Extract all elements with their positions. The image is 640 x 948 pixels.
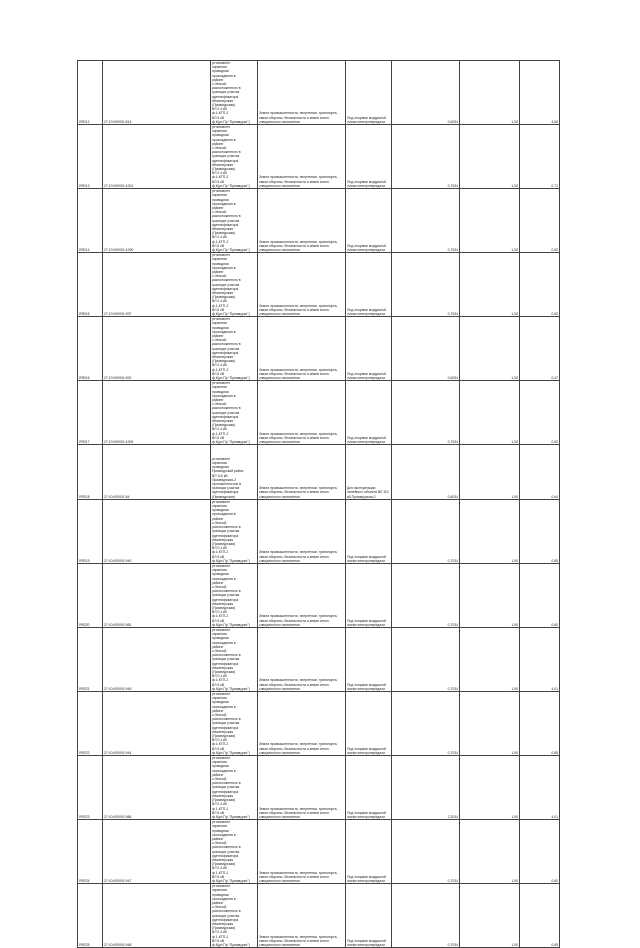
row-id-cell: ЯЯ220 (78, 563, 103, 627)
permitted-use-cell: Под опорами воздушной линии электропередачи (346, 756, 392, 820)
permitted-use-cell: Для эксплуатации линейного объекта ВЛ 110 кВ Приамурская-2 (346, 445, 392, 500)
cadastral-number-cell: 27:10:000001:940 (103, 499, 211, 563)
land-category-cell: Земли промышленности, энергетики, транспорта, связи обороны, безопасности и земли иного специального назначения (258, 445, 346, 500)
cadastral-number-cell: 27:10:000001:947 (103, 820, 211, 884)
value-1-cell: 0,7034 (392, 253, 460, 317)
cadastral-number-cell: 27:10:000001:1001 (103, 125, 211, 189)
value-2-cell: 1,00 (460, 445, 520, 500)
table-row (78, 627, 560, 691)
value-2-cell: 1,00 (460, 884, 520, 948)
cadastral-number-cell: 27:10:000001:986 (103, 756, 211, 820)
row-id-cell: ЯЯ218 (78, 445, 103, 500)
table-row (78, 125, 560, 189)
value-3-cell: 0,60 (520, 381, 560, 445)
value-1-cell: 0,6034 (392, 445, 460, 500)
cadastral-number-cell: 27:10:000001:945 (103, 627, 211, 691)
value-2-cell: 1,00 (460, 627, 520, 691)
table-row (78, 445, 560, 500)
row-id-cell: ЯЯ219 (78, 499, 103, 563)
value-3-cell: 0,71 (520, 125, 560, 189)
object-description-cell: установлен охранная проводная прохождения в районе с.Лесной, расположенного в границах участка идентификатора Инженерская (Приамурская) ВЛ 0.4 кВ ф.1-КТП-2 ВЛ 6 кВ ф.6(ул.Пр."Приамурье") (211, 381, 258, 445)
cadastral-number-cell: 27:10:000001:814 (103, 61, 211, 125)
value-3-cell: 0,60 (520, 563, 560, 627)
value-3-cell: 0,47 (520, 317, 560, 381)
row-id-cell: ЯЯ215 (78, 253, 103, 317)
land-category-cell: Земли промышленности, энергетики, транспорта, связи обороны, безопасности и земли иного специального назначения (258, 61, 346, 125)
value-1-cell: 0,7034 (392, 563, 460, 627)
value-2-cell: 1,00 (460, 756, 520, 820)
land-category-cell: Земли промышленности, энергетики, транспорта, связи обороны, безопасности и земли иного специального назначения (258, 317, 346, 381)
permitted-use-cell: Под опорами воздушной линии электропередачи (346, 627, 392, 691)
object-description-cell: установлен охранная проводная прохождения в районе с.Лесной, расположенного в границах участка идентификатора Инженерская (Приамурская) ВЛ 0.4 кВ ф.1-КТП-2 ВЛ 6 кВ ф.6(ул.Пр."Приамурье") (211, 499, 258, 563)
object-description-cell: установлен охранная проводная прохождения в районе с.Лесной, расположенного в границах участка идентификатора Инженерская (Приамурская) ВЛ 0.4 кВ ф.1-КТП-2 ВЛ 6 кВ ф.6(ул.Пр."Приамурье") (211, 692, 258, 756)
object-description-cell: установлен охранная проводная прохождения в районе с.Лесной, расположенного в границах участка идентификатора Инженерская (Приамурская) ВЛ 0.4 кВ ф.1-КТП-2 ВЛ 6 кВ ф.6(ул.Пр."Приамурье") (211, 317, 258, 381)
land-category-cell: Земли промышленности, энергетики, транспорта, связи обороны, безопасности и земли иного специального назначения (258, 627, 346, 691)
table-row (78, 563, 560, 627)
row-id-cell: ЯЯ212 (78, 61, 103, 125)
table-row (78, 692, 560, 756)
land-category-cell: Земли промышленности, энергетики, транспорта, связи обороны, безопасности и земли иного специального назначения (258, 189, 346, 253)
row-id-cell: ЯЯ223 (78, 756, 103, 820)
value-1-cell: 0,7034 (392, 884, 460, 948)
value-1-cell: 0,7034 (392, 381, 460, 445)
land-parcel-table (77, 60, 560, 948)
table-row (78, 499, 560, 563)
value-3-cell: 0,60 (520, 820, 560, 884)
object-description-cell: установлен охранная проводная прохождения в районе с.Лесной, расположенного в границах участка идентификатора Инженерская (Приамурская) ВЛ 0.4 кВ ф.1-КТП-2 ВЛ 6 кВ ф.6(ул.Пр."Приамурье") (211, 61, 258, 125)
land-category-cell: Земли промышленности, энергетики, транспорта, связи обороны, безопасности и земли иного специального назначения (258, 381, 346, 445)
row-id-cell: ЯЯ214 (78, 189, 103, 253)
row-id-cell: ЯЯ213 (78, 125, 103, 189)
land-category-cell: Земли промышленности, энергетики, транспорта, связи обороны, безопасности и земли иного специального назначения (258, 756, 346, 820)
cadastral-number-cell: 27:10:000001:84 (103, 445, 211, 500)
land-category-cell: Земли промышленности, энергетики, транспорта, связи обороны, безопасности и земли иного специального назначения (258, 692, 346, 756)
permitted-use-cell: Под опорами воздушной линии электропередачи (346, 884, 392, 948)
value-2-cell: 1,00 (460, 563, 520, 627)
cadastral-number-cell: 27:10:000001:944 (103, 692, 211, 756)
value-1-cell: 0,7034 (392, 820, 460, 884)
value-3-cell: 4,01 (520, 756, 560, 820)
value-2-cell: 1,00 (460, 61, 520, 125)
value-2-cell: 1,00 (460, 189, 520, 253)
value-3-cell: 0,60 (520, 189, 560, 253)
value-2-cell: 1,00 (460, 253, 520, 317)
table-row (78, 884, 560, 948)
value-2-cell: 1,00 (460, 317, 520, 381)
cadastral-number-cell: 27:10:000001:997 (103, 253, 211, 317)
value-1-cell: 0,7034 (392, 499, 460, 563)
table-row (78, 820, 560, 884)
permitted-use-cell: Под опорами воздушной линии электропередачи (346, 563, 392, 627)
value-1-cell: 0,7034 (392, 125, 460, 189)
cadastral-number-cell: 27:10:000001:500 (103, 317, 211, 381)
row-id-cell: ЯЯ217 (78, 381, 103, 445)
value-1-cell: 0,7034 (392, 189, 460, 253)
row-id-cell: ЯЯ221 (78, 627, 103, 691)
value-3-cell: 0,65 (520, 884, 560, 948)
permitted-use-cell: Под опорами воздушной линии электропередачи (346, 125, 392, 189)
value-3-cell: 0,60 (520, 253, 560, 317)
value-1-cell: 2,2034 (392, 756, 460, 820)
table-row (78, 61, 560, 125)
value-1-cell: 0,6034 (392, 61, 460, 125)
value-3-cell: 4,01 (520, 627, 560, 691)
permitted-use-cell: Под опорами воздушной линии электропередачи (346, 317, 392, 381)
object-description-cell: установлен охранная проводная прохождения в районе с.Лесной, расположенного в границах участка идентификатора Инженерская (Приамурская) ВЛ 0.4 кВ ф.1-КТП-2 ВЛ 6 кВ ф.6(ул.Пр."Приамурье") (211, 756, 258, 820)
object-description-cell: установлен охранная проводная прохождения в районе с.Лесной, расположенного в границах участка идентификатора Инженерская (Приамурская) ВЛ 0.4 кВ ф.1-КТП-2 ВЛ 6 кВ ф.6(ул.Пр."Приамурье") (211, 820, 258, 884)
value-1-cell: 0,6034 (392, 317, 460, 381)
object-description-cell: установлен охранная проводная Приамурский район, ВЛ 110 кВ Приамурская-2 протяженностью в границах участка идентификатора (Приамурское) (211, 445, 258, 500)
row-id-cell: ЯЯ225 (78, 884, 103, 948)
table-row (78, 756, 560, 820)
object-description-cell: установлен охранная проводная прохождения в районе с.Лесной, расположенного в границах участка идентификатора Инженерская (Приамурская) ВЛ 0.4 кВ ф.1-КТП-2 ВЛ 6 кВ ф.6(ул.Пр."Приамурье") (211, 627, 258, 691)
object-description-cell: установлен охранная проводная прохождения в районе с.Лесной, расположенного в границах участка идентификатора Инженерская (Приамурская) ВЛ 0.4 кВ ф.1-КТП-2 ВЛ 6 кВ ф.6(ул.Пр."Приамурье") (211, 189, 258, 253)
land-category-cell: Земли промышленности, энергетики, транспорта, связи обороны, безопасности и земли иного специального назначения (258, 499, 346, 563)
permitted-use-cell: Под опорами воздушной линии электропередачи (346, 61, 392, 125)
table-row (78, 253, 560, 317)
value-1-cell: 0,7034 (392, 692, 460, 756)
land-category-cell: Земли промышленности, энергетики, транспорта, связи обороны, безопасности и земли иного специального назначения (258, 820, 346, 884)
table-row (78, 381, 560, 445)
value-2-cell: 1,00 (460, 692, 520, 756)
land-category-cell: Земли промышленности, энергетики, транспорта, связи обороны, безопасности и земли иного специального назначения (258, 563, 346, 627)
permitted-use-cell: Под опорами воздушной линии электропередачи (346, 253, 392, 317)
value-2-cell: 1,00 (460, 125, 520, 189)
object-description-cell: установлен охранная проводная прохождения в районе с.Лесной, расположенного в границах участка идентификатора Инженерская (Приамурская) ВЛ 0.4 кВ ф.1-КТП-2 ВЛ 6 кВ ф.6(ул.Пр."Приамурье") (211, 253, 258, 317)
table-row (78, 189, 560, 253)
row-id-cell: ЯЯ224 (78, 820, 103, 884)
row-id-cell: ЯЯ222 (78, 692, 103, 756)
value-3-cell: 4,60 (520, 61, 560, 125)
value-1-cell: 0,7034 (392, 627, 460, 691)
cadastral-number-cell: 27:10:000001:1000 (103, 189, 211, 253)
permitted-use-cell: Под опорами воздушной линии электропередачи (346, 189, 392, 253)
permitted-use-cell: Под опорами воздушной линии электропередачи (346, 820, 392, 884)
value-3-cell: 0,85 (520, 692, 560, 756)
object-description-cell: установлен охранная проводная прохождения в районе с.Лесной, расположенного в границах участка идентификатора Инженерская (Приамурская) ВЛ 0.4 кВ ф.1-КТП-2 ВЛ 6 кВ ф.6(ул.Пр."Приамурье") (211, 125, 258, 189)
land-category-cell: Земли промышленности, энергетики, транспорта, связи обороны, безопасности и земли иного специального назначения (258, 253, 346, 317)
value-2-cell: 1,00 (460, 381, 520, 445)
row-id-cell: ЯЯ216 (78, 317, 103, 381)
object-description-cell: установлен охранная проводная прохождения в районе с.Лесной, расположенного в границах участка идентификатора Инженерская (Приамурская) ВЛ 0.4 кВ ф.1-КТП-2 ВЛ 6 кВ ф.6(ул.Пр."Приамурье") (211, 563, 258, 627)
cadastral-number-cell: 27:10:000001:948 (103, 884, 211, 948)
land-category-cell: Земли промышленности, энергетики, транспорта, связи обороны, безопасности и земли иного специального назначения (258, 884, 346, 948)
table-row (78, 317, 560, 381)
value-2-cell: 1,00 (460, 820, 520, 884)
permitted-use-cell: Под опорами воздушной линии электропередачи (346, 692, 392, 756)
object-description-cell: установлен охранная проводная прохождения в районе с.Лесной, расположенного в границах участка идентификатора Инженерская (Приамурская) ВЛ 0.4 кВ ф.1-КТП-2 ВЛ 6 кВ ф.6(ул.Пр."Приамурье") (211, 884, 258, 948)
land-category-cell: Земли промышленности, энергетики, транспорта, связи обороны, безопасности и земли иного специального назначения (258, 125, 346, 189)
value-3-cell: 0,64 (520, 445, 560, 500)
value-2-cell: 1,00 (460, 499, 520, 563)
cadastral-number-cell: 27:10:000001:981 (103, 563, 211, 627)
permitted-use-cell: Под опорами воздушной линии электропередачи (346, 499, 392, 563)
table-body (78, 61, 560, 948)
value-3-cell: 0,85 (520, 499, 560, 563)
cadastral-number-cell: 27:10:000001:1009 (103, 381, 211, 445)
permitted-use-cell: Под опорами воздушной линии электропередачи (346, 381, 392, 445)
